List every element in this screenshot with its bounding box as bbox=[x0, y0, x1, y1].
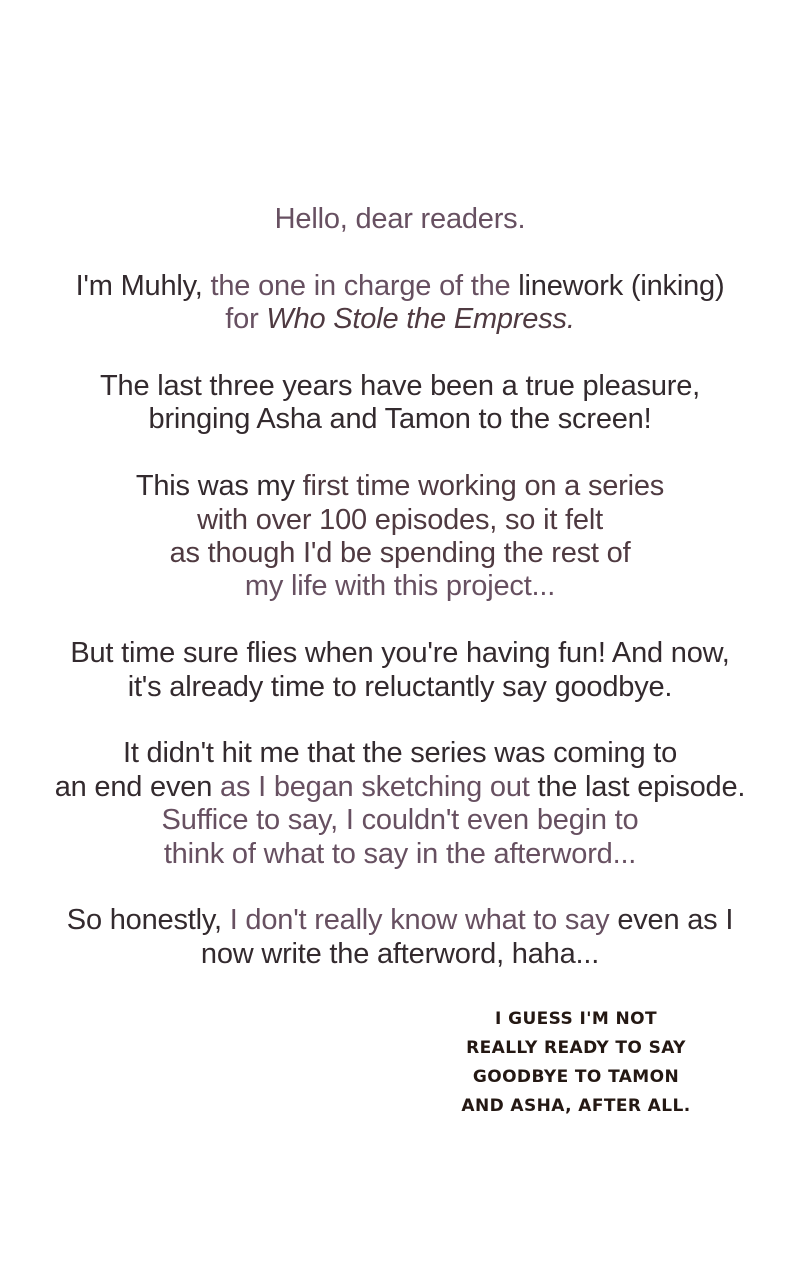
text-line bbox=[0, 938, 800, 971]
text-run: for bbox=[225, 303, 267, 336]
comic-note-line: REALLY READY TO SAY bbox=[466, 1037, 686, 1058]
text-run: an end even bbox=[54, 770, 221, 803]
text-run: So honestly, bbox=[66, 904, 230, 937]
paragraph bbox=[0, 637, 800, 704]
text-run: I'm Muhly, bbox=[75, 269, 211, 302]
text-line bbox=[0, 838, 800, 871]
text-run: Who Stole the Empress. bbox=[266, 303, 575, 336]
text-line bbox=[0, 303, 800, 336]
text-run: Suffice to say, I couldn't even begin to bbox=[161, 804, 639, 837]
paragraph bbox=[0, 470, 800, 604]
text-run: first time working on a series bbox=[302, 470, 665, 503]
text-line bbox=[0, 203, 800, 236]
text-line bbox=[0, 270, 800, 303]
text-line bbox=[0, 504, 800, 537]
paragraph bbox=[0, 370, 800, 437]
text-run: It didn't hit me that the series was coming to bbox=[122, 737, 678, 770]
text-run: even as I bbox=[617, 904, 734, 937]
text-run: Hello, dear readers. bbox=[274, 203, 526, 235]
paragraph bbox=[0, 904, 800, 971]
comic-note-line: AND ASHA, AFTER ALL. bbox=[461, 1095, 691, 1116]
text-line bbox=[0, 904, 800, 937]
text-run: But time sure flies when you're having fun! And now, bbox=[70, 637, 730, 670]
text-run: The last three years have been a true pleasure, bbox=[100, 370, 700, 402]
text-run: my life with this project... bbox=[244, 570, 556, 603]
comic-note-line: I GUESS I'M NOT bbox=[495, 1008, 657, 1029]
text-line bbox=[0, 637, 800, 670]
text-line bbox=[0, 771, 800, 804]
paragraph bbox=[0, 737, 800, 871]
text-run: This was my bbox=[135, 470, 303, 503]
text-run: as I began sketching out bbox=[220, 770, 538, 803]
text-line bbox=[0, 370, 800, 403]
text-run: bringing Asha and Tamon to the screen! bbox=[148, 403, 652, 436]
text-run: I don't really know what to say bbox=[229, 904, 618, 937]
text-run: think of what to say in the afterword... bbox=[163, 837, 637, 870]
text-run: the last episode. bbox=[537, 770, 746, 803]
text-line bbox=[0, 403, 800, 436]
text-run: with over 100 episodes, so it felt bbox=[197, 503, 603, 536]
text-line bbox=[0, 804, 800, 837]
text-run: now write the afterword, haha... bbox=[200, 937, 600, 970]
comic-note bbox=[436, 1005, 716, 1121]
text-line bbox=[0, 570, 800, 603]
paragraph bbox=[0, 270, 800, 337]
text-line bbox=[0, 671, 800, 704]
text-run: linework (inking) bbox=[518, 269, 725, 302]
text-run: as though I'd be spending the rest of bbox=[169, 537, 631, 570]
text-line bbox=[0, 537, 800, 570]
comic-note-line: GOODBYE TO TAMON bbox=[472, 1066, 680, 1087]
paragraph bbox=[0, 203, 800, 236]
text-line bbox=[0, 470, 800, 503]
text-line bbox=[0, 737, 800, 770]
text-run: it's already time to reluctantly say goodbye. bbox=[127, 670, 673, 703]
text-run: the one in charge of the bbox=[210, 269, 519, 302]
